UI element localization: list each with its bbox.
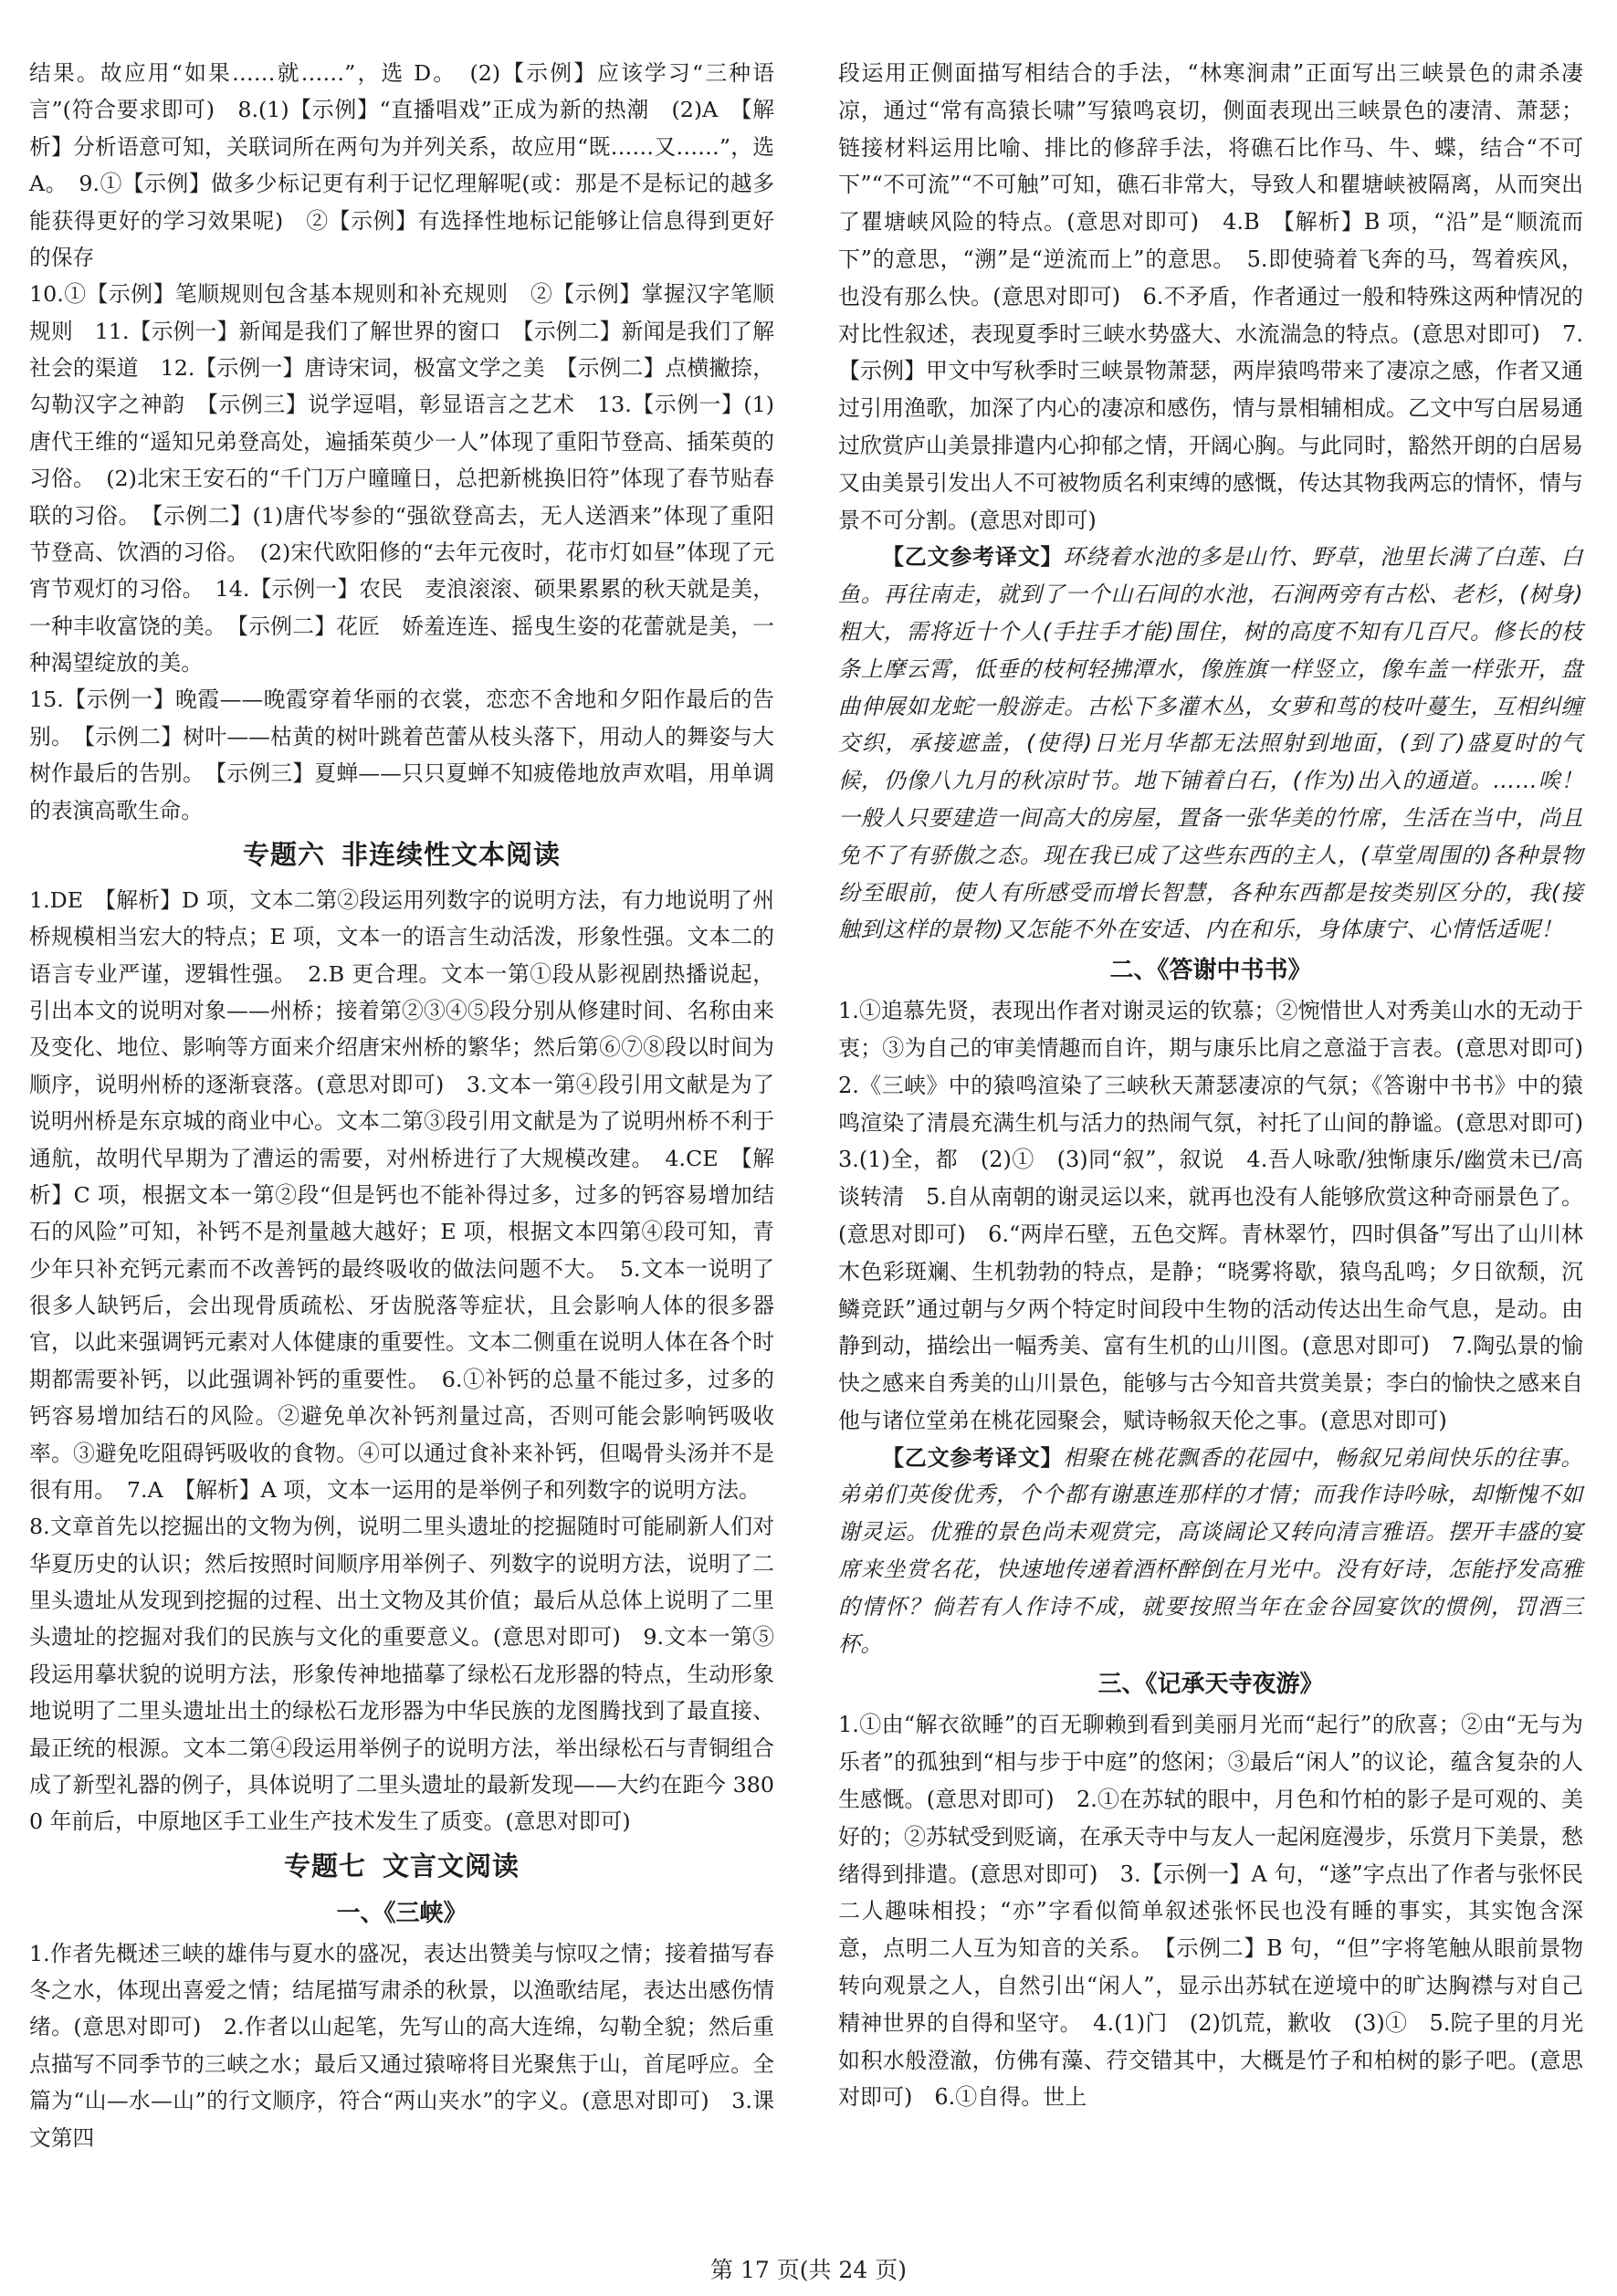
answer-paragraph: 1.DE 【解析】D 项，文本二第②段运用列数字的说明方法，有力地说明了州桥规模相当宏大的特点；E 项，文本一的语言生动活泼，形象性强。文本二的语言专业严谨，逻辑性强。 2.B 更合理。文本一第①段从影视剧热播说起，引出本文的说明对象——州桥；接着第②③④⑤段分别从修建时间、名称由来及变化、地位、影响等方面来介绍唐宋州桥的繁华；然后第⑥⑦⑧段以时间为顺序，说明州桥的逐渐衰落。(意思对即可) 3.文本一第④段引用文献是为了说明州桥是东京城的商业中心。文本二第③段引用文献是为了说明州桥不利于通航，故明代早期为了漕运的需要，对州桥进行了大规模改建。 4.CE 【解析】C 项，根据文本一第②段“但是钙也不能补得过多，过多的钙容易增加结石的风险”可知，补钙不是剂量越大越好；E 项，根据文本四第④段可知，青少年只补充钙元素而不改善钙的最终吸收的做法问题不大。 5.文本一说明了很多人缺钙后，会出现骨质疏松、牙齿脱落等症状，且会影响人体的很多器官，以此来强调钙元素对人体健康的重要性。文本二侧重在说明人体在各个时期都需要补钙，以此强调补钙的重要性。 6.①补钙的总量不能过多，过多的钙容易增加结石的风险。②避免单次补钙剂量过高，否则可能会影响钙吸收率。③避免吃阻碍钙吸收的食物。④可以通过食补来补钙，但喝骨头汤并不是很有用。 7.A 【解析】A 项，文本一运用的是举例子和列数字的说明方法。 [29,886,774,1503]
section-number: 专题七 [283,1850,366,1882]
section-title-text: 非连续性文本阅读 [341,838,562,870]
answer-paragraph: 8.文章首先以挖掘出的文物为例，说明二里头遗址的挖掘随时可能刷新人们对华夏历史的认识；然后按照时间顺序用举例子、列数字的说明方法，说明了二里头遗址从发现到挖掘的过程、出土文物及其价值；最后从总体上说明了二里头遗址的挖掘对我们的民族与文化的重要意义。(意思对即可) 9.文本一第⑤段运用摹状貌的说明方法，形象传神地描摹了绿松石龙形器的特点，生动形象地说明了二里头遗址出土的绿松石龙形器为中华民族的龙图腾找到了最直接、最正统的根源。文本二第④段运用举例子的说明方法，举出绿松石与青铜组合成了新型礼器的例子，具体说明了二里头遗址的最新发现——大约在距今 3800 年前后，中原地区手工业生产技术发生了质变。(意思对即可) [29,1514,774,1835]
answer-paragraph: 段运用正侧面描写相结合的手法，“林寒涧肃”正面写出三峡景色的肃杀凄凉，通过“常有高猿长啸”写猿鸣哀切，侧面表现出三峡景色的凄清、萧瑟；链接材料运用比喻、排比的修辞手法，将礁石比作马、牛、蝶，结合“不可下”“不可流”“不可触”可知，礁石非常大，导致人和瞿塘峡被隔离，从而突出了瞿塘峡风险的特点。(意思对即可) 4.B 【解析】B 项，“沿”是“顺流而下”的意思，“溯”是“逆流而上”的意思。 5.即使骑着飞奔的马，驾着疾风，也没有那么快。(意思对即可) 6.不矛盾，作者通过一般和特殊这两种情况的对比性叙述，表现夏季时三峡水势盛大、水流湍急的特点。(意思对即可) 7.【示例】甲文中写秋季时三峡景物萧瑟，两岸猿鸣带来了凄凉之感，作者又通过引用渔歌，加深了内心的凄凉和感伤，情与景相辅相成。乙文中写白居易通过欣赏庐山美景排遣内心抑郁之情，开阔心胸。与此同时，豁然开朗的白居易又由美景引发出人不可被物质名利束缚的感慨，传达其物我两忘的情怀，情与景不可分割。(意思对即可) [838,60,1583,533]
answer-paragraph: 1.作者先概述三峡的雄伟与夏水的盛况，表达出赞美与惊叹之情；接着描写春冬之水，体现出喜爱之情；结尾描写肃杀的秋景，以渔歌结尾，表达出感伤情绪。(意思对即可) 2.作者以山起笔，先写山的高大连绵，勾勒全貌；然后重点描写不同季节的三峡之水；最后又通过猿啼将目光聚焦于山，首尾呼应。全篇为“山—水—山”的行文顺序，符合“两山夹水”的字义。(意思对即可) 3.课文第四 [29,1940,774,2151]
right-column [838,55,1605,2191]
translation-label: 【乙文参考译文】 [882,1443,1064,1471]
translation-text: 相聚在桃花飘香的花园中，畅叙兄弟间快乐的往事。弟弟们英俊优秀，个个都有谢惠连那样的才情；而我作诗吟咏，却惭愧不如谢灵运。优雅的景色尚未观赏完，高谈阔论又转向清言雅语。摆开丰盛的宴席来坐赏名花，快速地传递着酒杯醉倒在月光中。没有好诗，怎能抒发高雅的情怀？倘若有人作诗不成，就要按照当年在金谷园宴饮的惯例，罚酒三杯。 [838,1444,1584,1657]
reference-translation [838,539,1583,949]
translation-text: 环绕着水池的多是山竹、野草，池里长满了白莲、白鱼。再往南走，就到了一个山石间的水池，石涧两旁有古松、老杉，(树身)粗大，需将近十个人(手拄手才能)围住，树的高度不知有几百尺。修长的枝条上摩云霄，低垂的枝柯轻拂潭水，像旌旗一样竖立，像车盖一样张开，盘曲伸展如龙蛇一般游走。古松下多灌木丛，女萝和茑的枝叶蔓生，互相纠缠交织，承接遮盖，(使得)日光月华都无法照射到地面，(到了)盛夏时的气候，仍像八九月的秋凉时节。地下铺着白石，(作为)出入的通道。……唉！一般人只要建造一间高大的房屋，置备一张华美的竹席，生活在当中，尚且免不了有骄傲之态。现在我已成了这些东西的主人，(草堂周围的)各种景物纷至眼前，使人有所感受而增长智慧，各种东西都是按类别区分的，我(接触到这样的景物)又怎能不外在安适、内在和乐，身体康宁、心情恬适呢！ [838,544,1584,943]
left-column [29,55,774,2191]
answer-paragraph: 10.①【示例】笔顺规则包含基本规则和补充规则 ②【示例】掌握汉字笔顺规则 11.【示例一】新闻是我们了解世界的窗口 【示例二】新闻是我们了解社会的渠道 12.【示例一】唐诗宋词，极富文学之美 【示例二】点横撇捺，勾勒汉字之神韵 【示例三】说学逗唱，彰显语言之艺术 13.【示例一】(1)唐代王维的“遥知兄弟登高处，遍插茱萸少一人”体现了重阳节登高、插茱萸的习俗。 (2)北宋王安石的“千门万户曈曈日，总把新桃换旧符”体现了春节贴春联的习俗。 【示例二】(1)唐代岑参的“强欲登高去，无人送酒来”体现了重阳节登高、饮酒的习俗。 (2)宋代欧阳修的“去年元夜时，花市灯如昼”体现了元宵节观灯的习俗。 14.【示例一】农民 麦浪滚滚、硕果累累的秋天就是美，一种丰收富饶的美。 【示例二】花匠 娇羞连连、摇曳生姿的花蕾就是美，一种渴望绽放的美。 [29,281,774,676]
subsection-heading: 一、《三峡》 [336,1899,467,1927]
section-title-text: 文言文阅读 [383,1850,520,1882]
answer-paragraph: 15.【示例一】晚霞——晚霞穿着华丽的衣裳，恋恋不舍地和夕阳作最后的告别。 【示例二】树叶——枯黄的树叶跳着芭蕾从枝头落下，用动人的舞姿与大树作最后的告别。 【示例三】夏蝉——只只夏蝉不知疲倦地放声欢唱，用单调的表演高歌生命。 [29,687,774,823]
page-footer: 第 17 页(共 24 页) [710,2257,907,2283]
translation-label: 【乙文参考译文】 [882,543,1064,571]
reference-translation [838,1440,1583,1663]
answer-paragraph: 1.①追慕先贤，表现出作者对谢灵运的钦慕；②惋惜世人对秀美山水的无动于衷；③为自己的审美情趣而自许，期与康乐比肩之意溢于言表。(意思对即可) 2.《三峡》中的猿鸣渲染了三峡秋天萧瑟凄凉的气氛；《答谢中书书》中的猿鸣渲染了清晨充满生机与活力的热闹气氛，衬托了山间的静谧。(意思对即可) 3.(1)全，都 (2)① (3)同“叙”，叙说 4.吾人咏歌/独惭康乐/幽赏未已/高谈转清 5.自从南朝的谢灵运以来，就再也没有人能够欣赏这种奇丽景色了。(意思对即可) 6.“两岸石壁，五色交辉。青林翠竹，四时俱备”写出了山川林木色彩斑斓、生机勃勃的特点，是静；“晓雾将歇，猿鸟乱鸣；夕日欲颓，沉鳞竞跃”通过朝与夕两个特定时间段中生物的活动传达出生命气息，是动。由静到动，描绘出一幅秀美、富有生机的山川图。(意思对即可) 7.陶弘景的愉快之感来自秀美的山川景色，能够与古今知音共赏美景；李白的愉快之感来自他与诸位堂弟在桃花园聚会，赋诗畅叙天伦之事。(意思对即可) [838,998,1605,1433]
subsection-heading: 三、《记承天寺夜游》 [1097,1671,1324,1699]
section-heading [29,834,774,875]
answer-paragraph: 1.①由“解衣欲睡”的百无聊赖到看到美丽月光而“起行”的欣喜；②由“无与为乐者”的孤独到“相与步于中庭”的悠闲；③最后“闲人”的议论，蕴含复杂的人生感慨。(意思对即可) 2.①在苏轼的眼中，月色和竹柏的影子是可观的、美好的；②苏轼受到贬谪，在承天寺中与友人一起闲庭漫步，乐赏月下美景，愁绪得到排遣。(意思对即可) 3.【示例一】A 句，“遂”字点出了作者与张怀民二人趣味相投；“亦”字看似简单叙述张怀民也没有睡的事实，其实饱含深意，点明二人互为知音的关系。 【示例二】B 句，“但”字将笔触从眼前景物转向观景之人，自然引出“闲人”，显示出苏轼在逆境中的旷达胸襟与对自己精神世界的自得和坚守。 4.(1)门 (2)饥荒，歉收 (3)① 5.院子里的月光如积水般澄澈，仿佛有藻、荇交错其中，大概是竹子和柏树的影子吧。(意思对即可) 6.①自得。世上 [838,1712,1583,2111]
answer-paragraph: 结果。故应用“如果……就……”，选 D。 (2)【示例】应该学习“三种语言”(符合要求即可) 8.(1)【示例】“直播唱戏”正成为新的热潮 (2)A 【解析】分析语意可知，关联词所在两句为并列关系，故应用“既……又……”，选 A。 9.①【示例】做多少标记更有利于记忆理解呢(或：那是不是标记的越多能获得更好的学习效果呢) ②【示例】有选择性地标记能够让信息得到更好的保存 [29,60,774,270]
subsection-heading: 二、《答谢中书书》 [1109,957,1312,985]
section-heading [29,1846,774,1886]
section-number: 专题六 [242,838,325,870]
